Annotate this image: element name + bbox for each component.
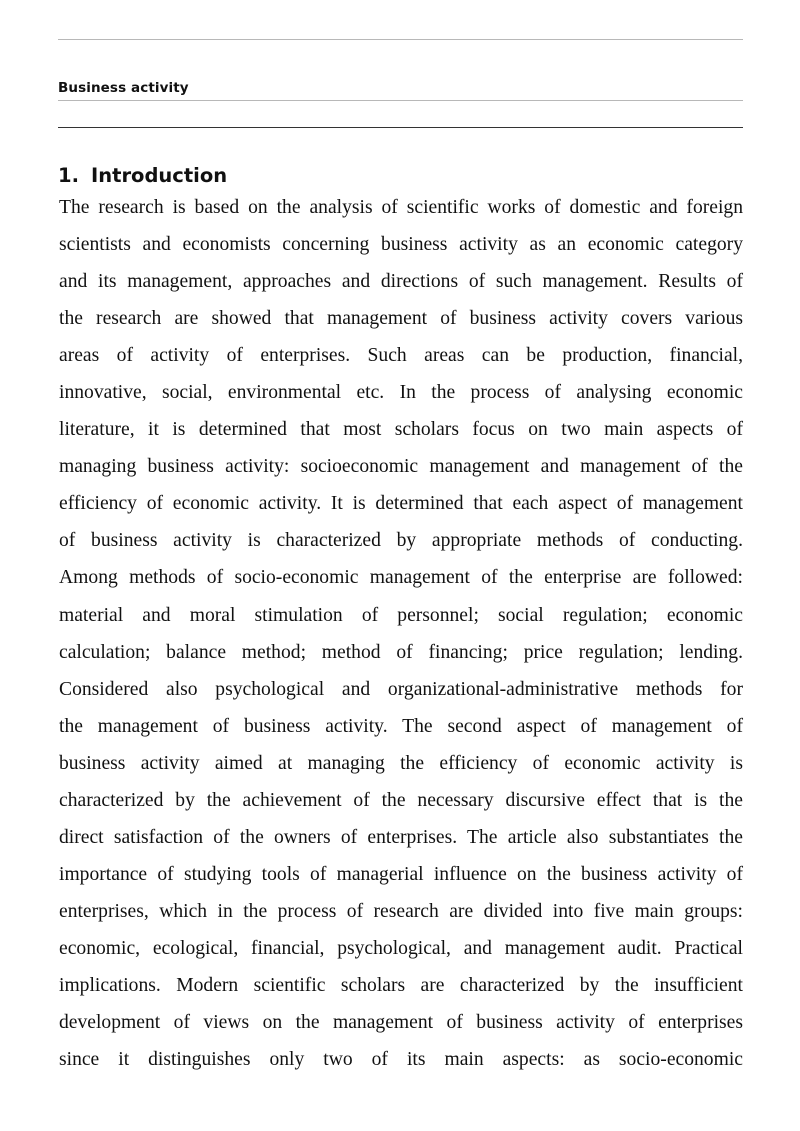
paragraph-line: direct satisfaction of the owners of enterprises. The article also substantiates the bbox=[59, 826, 743, 848]
paragraph-line: areas of activity of enterprises. Such areas can be production, financial, bbox=[59, 345, 743, 367]
paragraph-line: literature, it is determined that most scholars focus on two main aspects of bbox=[59, 419, 743, 441]
paragraph-line: development of views on the management of business activity of enterprises bbox=[59, 1012, 743, 1034]
header-rule bbox=[58, 100, 743, 101]
paragraph-line: since it distinguishes only two of its main aspects: as socio-economic bbox=[59, 1049, 743, 1071]
paragraph-line: innovative, social, environmental etc. In the process of analysing economic bbox=[59, 382, 743, 404]
paragraph-line: characterized by the achievement of the necessary discursive effect that is the bbox=[59, 789, 743, 811]
running-header: Business activity bbox=[58, 80, 189, 96]
paragraph-line: The research is based on the analysis of scientific works of domestic and foreign bbox=[59, 197, 743, 218]
paragraph-line: Among methods of socio-economic management of the enterprise are followed: bbox=[59, 567, 743, 589]
paragraph-line: and its management, approaches and directions of such management. Results of bbox=[59, 271, 743, 293]
top-rule bbox=[58, 39, 743, 40]
section-divider bbox=[58, 127, 743, 128]
paragraph-line: the research are showed that management of business activity covers various bbox=[59, 308, 743, 330]
paragraph-line: material and moral stimulation of personnel; social regulation; economic bbox=[59, 604, 743, 626]
paragraph-line: calculation; balance method; method of financing; price regulation; lending. bbox=[59, 641, 743, 663]
section-number: 1. bbox=[58, 164, 79, 187]
paragraph-line: implications. Modern scientific scholars are characterized by the insufficient bbox=[59, 974, 743, 996]
paragraph-line: Considered also psychological and organizational-administrative methods for bbox=[59, 678, 743, 700]
paragraph-line: efficiency of economic activity. It is determined that each aspect of management bbox=[59, 493, 743, 515]
paragraph-line: managing business activity: socioeconomic management and management of the bbox=[59, 456, 743, 478]
paragraph-line: of business activity is characterized by appropriate methods of conducting. bbox=[59, 530, 743, 552]
paragraph-line: enterprises, which in the process of research are divided into five main groups: bbox=[59, 900, 743, 922]
paragraph-line: importance of studying tools of managerial influence on the business activity of bbox=[59, 863, 743, 885]
section-heading bbox=[58, 164, 227, 187]
body-paragraph bbox=[59, 189, 743, 1078]
section-title: Introduction bbox=[90, 164, 228, 187]
paragraph-line: scientists and economists concerning business activity as an economic category bbox=[59, 234, 743, 256]
paragraph-line: business activity aimed at managing the efficiency of economic activity is bbox=[59, 752, 743, 774]
paragraph-line: economic, ecological, financial, psychological, and management audit. Practical bbox=[59, 937, 743, 959]
paragraph-line: the management of business activity. The second aspect of management of bbox=[59, 715, 743, 737]
